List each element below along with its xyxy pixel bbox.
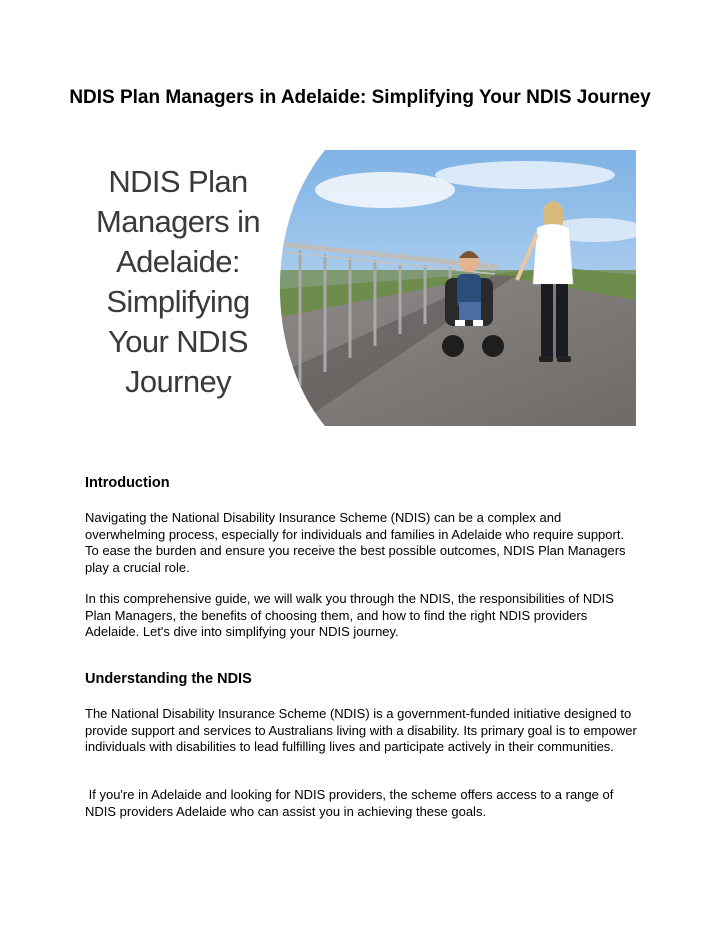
intro-paragraph-2: In this comprehensive guide, we will walk you through the NDIS, the responsibilities of NDIS Plan Managers, the benefits of choosing them, and how to find the right NDIS providers Adelaide. Let's dive into simplifying your NDIS journey. (85, 591, 614, 639)
ndis-paragraph-1: The National Disability Insurance Scheme (NDIS) is a government-funded initiative designed to provide support and services to Australians living with a disability. Its primary goal is to empower individuals with disabilities to lead fulfilling lives and participate actively in their communities. (85, 706, 637, 754)
hero-banner (82, 150, 636, 426)
hero-photo (265, 150, 636, 426)
section-heading-introduction: Introduction (85, 475, 170, 491)
intro-paragraph-1: Navigating the National Disability Insurance Scheme (NDIS) can be a complex and overwhelming process, especially for individuals and families in Adelaide who require support. To ease the burden and ensure you receive the best possible outcomes, NDIS Plan Managers play a crucial role. (85, 510, 626, 575)
hero-overlay-text: NDIS Plan Managers in Adelaide: Simplifying Your NDIS Journey (96, 164, 260, 399)
ndis-paragraph-2: If you're in Adelaide and looking for NDIS providers, the scheme offers access to a range of NDIS providers Adelaide who can assist you in achieving these goals. (85, 787, 617, 819)
section-heading-understanding-ndis: Understanding the NDIS (85, 671, 252, 687)
document-title: NDIS Plan Managers in Adelaide: Simplifying Your NDIS Journey (69, 87, 651, 108)
